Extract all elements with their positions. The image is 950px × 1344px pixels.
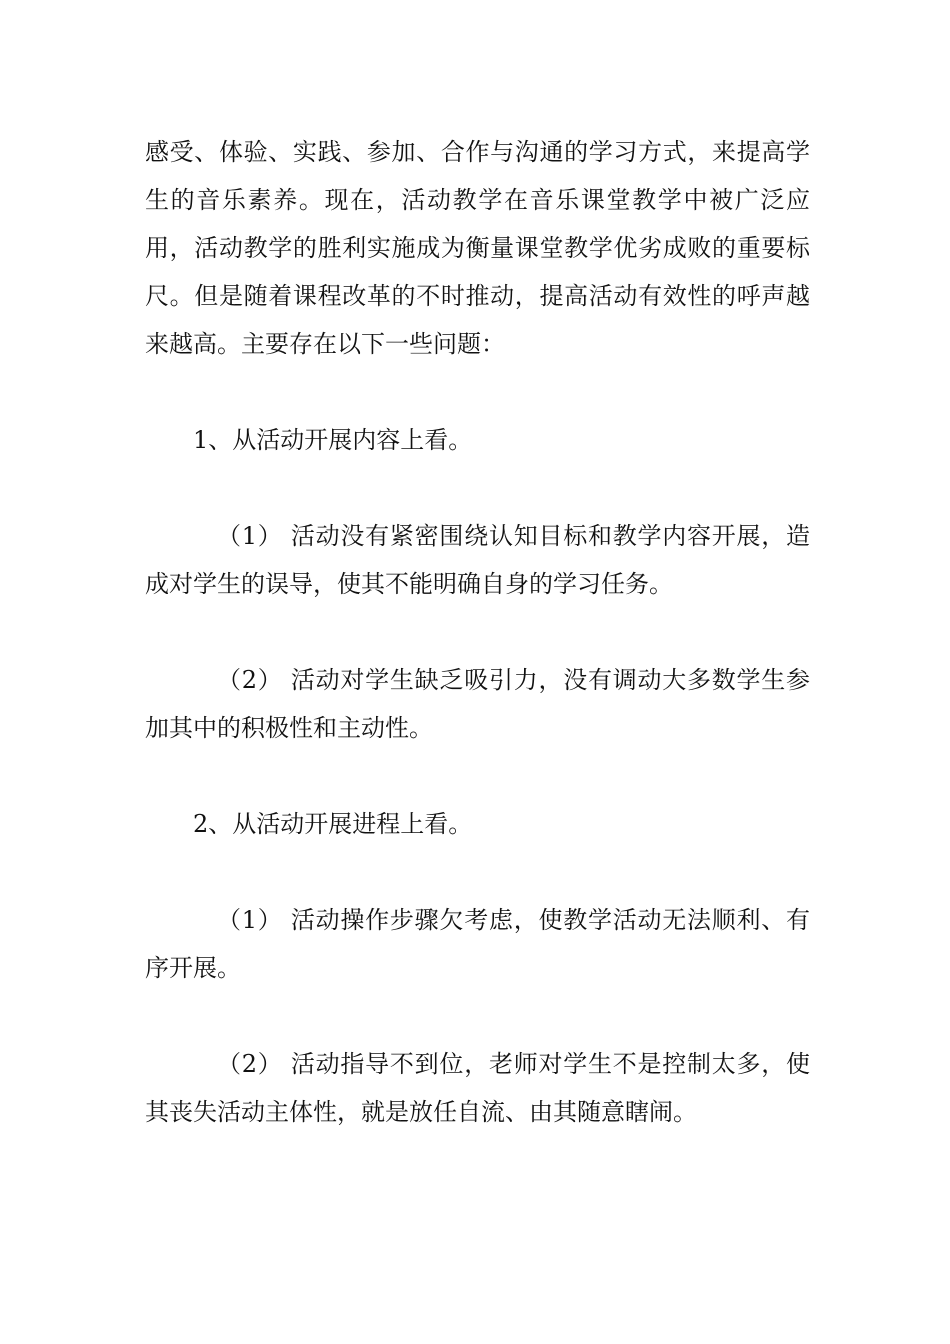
paragraph-spacer [145, 368, 810, 416]
paragraph-spacer [145, 464, 810, 512]
heading-process-perspective: 2、从活动开展进程上看。 [193, 810, 473, 838]
heading-content-perspective: 1、从活动开展内容上看。 [193, 426, 473, 454]
paragraph-spacer [145, 752, 810, 800]
paragraph-spacer [145, 848, 810, 896]
document-body [145, 128, 810, 1136]
paragraph-process-issue-2: （2） 活动指导不到位，老师对学生不是控制太多，使其丧失活动主体性，就是放任自流、由其随意瞎闹。 [145, 1050, 810, 1126]
paragraph-spacer [145, 992, 810, 1040]
paragraph-process-issue-1: （1） 活动操作步骤欠考虑，使教学活动无法顺利、有序开展。 [145, 906, 810, 982]
paragraph-content-issue-1: （1） 活动没有紧密围绕认知目标和教学内容开展，造成对学生的误导，使其不能明确自身的学习任务。 [145, 522, 810, 598]
paragraph-content-issue-2: （2） 活动对学生缺乏吸引力，没有调动大多数学生参加其中的积极性和主动性。 [145, 666, 810, 742]
paragraph-intro: 感受、体验、实践、参加、合作与沟通的学习方式，来提高学生的音乐素养。现在，活动教学在音乐课堂教学中被广泛应用，活动教学的胜利实施成为衡量课堂教学优劣成败的重要标尺。但是随着课程改革的不时推动，提高活动有效性的呼声越来越高。主要存在以下一些问题： [145, 138, 810, 358]
paragraph-spacer [145, 608, 810, 656]
